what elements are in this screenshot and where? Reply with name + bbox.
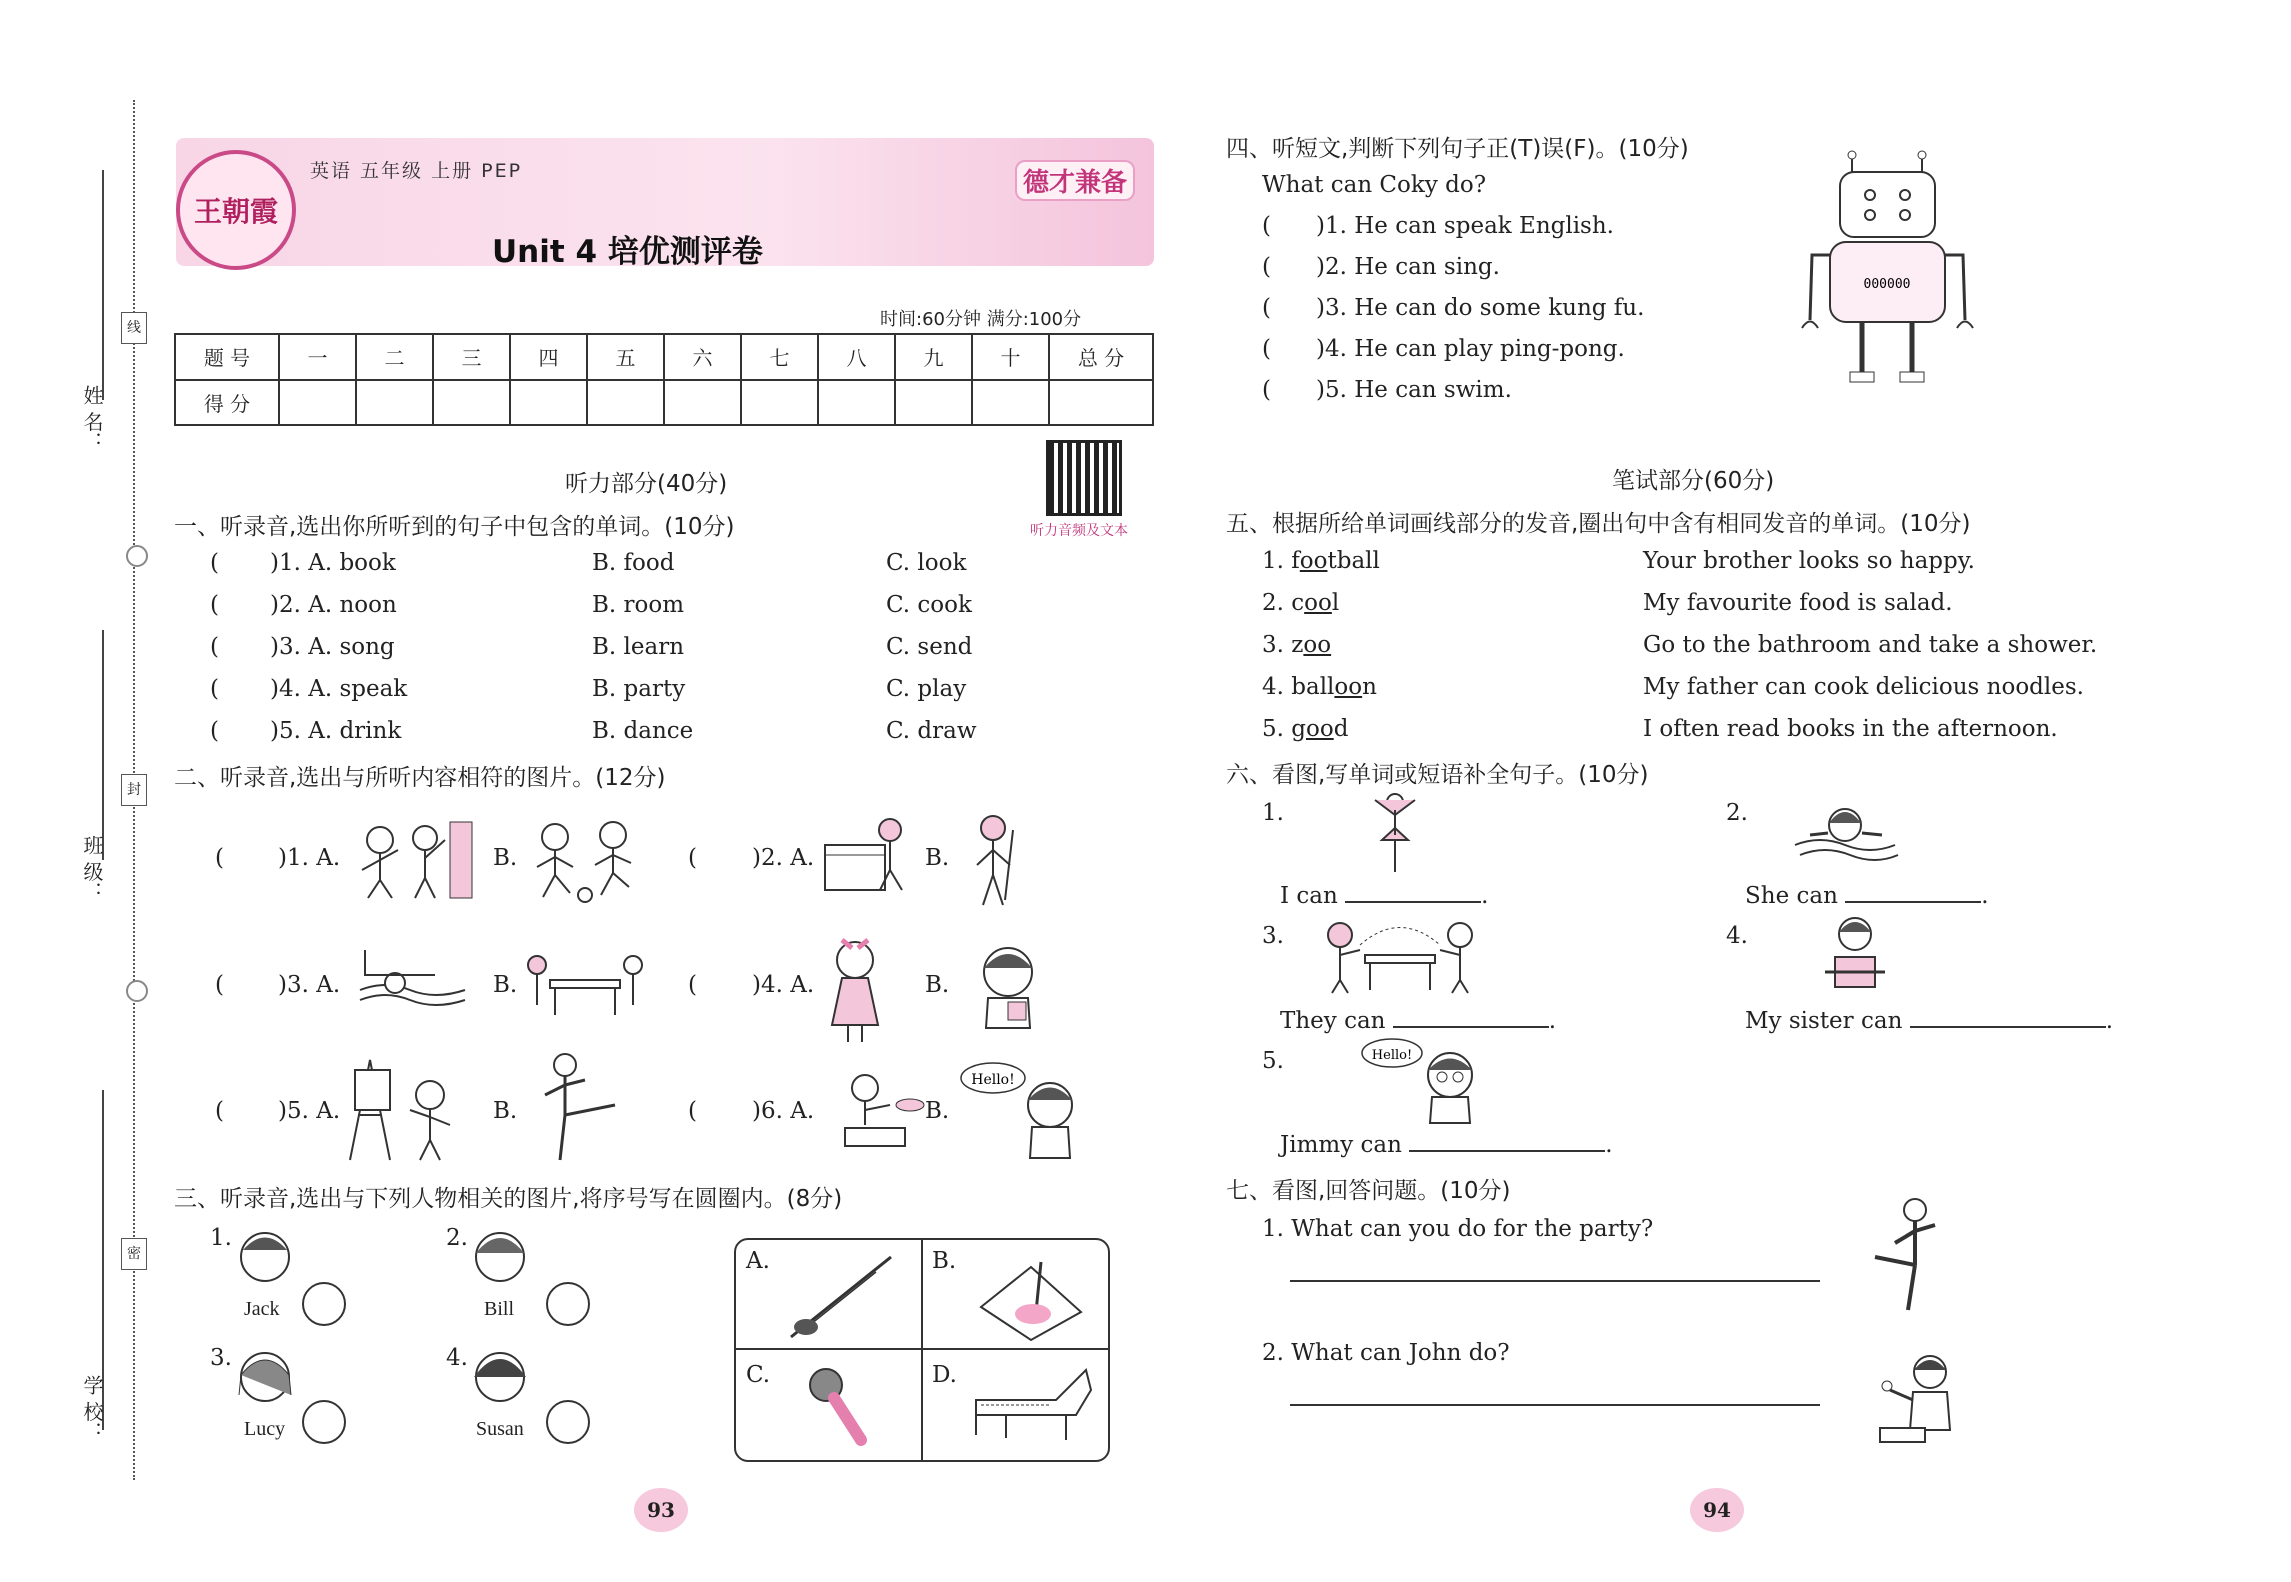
sentence[interactable]: My father can cook delicious noodles. <box>1643 674 2084 700</box>
option-d-label: D. <box>932 1362 957 1388</box>
score-input[interactable] <box>433 380 510 426</box>
score-input[interactable] <box>664 380 741 426</box>
answer-paren[interactable]: ( <box>210 550 219 576</box>
item-number: 1. <box>1262 800 1284 826</box>
option-b: B. party <box>592 676 686 702</box>
tag-seal: 封 <box>121 774 147 806</box>
score-input[interactable] <box>818 380 895 426</box>
word-part: d <box>1333 716 1349 742</box>
person-name: Lucy <box>244 1418 286 1440</box>
score-cell: 十 <box>972 334 1049 380</box>
piano-icon <box>966 1360 1096 1450</box>
period: . <box>2105 1008 2114 1034</box>
option-c: C. cook <box>886 592 972 618</box>
given-word <box>1262 632 1331 658</box>
ping-pong-players-picture <box>1320 915 1480 995</box>
section1-title: 一、听录音,选出你所听到的句子中包含的单词。(10分) <box>174 514 735 540</box>
answer-blank[interactable] <box>1845 901 1981 903</box>
name-label: 姓 名： <box>80 385 104 452</box>
passage-question: What can Coky do? <box>1262 172 1487 198</box>
painting-icon <box>971 1252 1091 1342</box>
score-input[interactable] <box>510 380 587 426</box>
answer-paren[interactable]: ( <box>1262 295 1271 321</box>
tf-statement: )4. He can play ping-pong. <box>1316 336 1625 362</box>
question-1: 1. What can you do for the party? <box>1262 1216 1654 1242</box>
answer-paren[interactable]: ( <box>215 845 224 871</box>
item-number: 2. <box>1262 590 1292 616</box>
q-label: )5. A. <box>278 1098 341 1124</box>
score-input[interactable] <box>741 380 818 426</box>
sentence-stem <box>1745 1008 2113 1034</box>
score-table <box>174 333 1154 426</box>
question-2: 2. What can John do? <box>1262 1340 1510 1366</box>
q-label: )4. A. <box>752 972 815 998</box>
ballet-dancer-picture <box>1370 790 1420 875</box>
underlined-sound: oo <box>1303 632 1332 658</box>
erhu-girl-picture <box>965 810 1025 910</box>
grid-divider <box>921 1240 923 1460</box>
basketball-picture <box>350 810 480 900</box>
section5-title: 五、根据所给单词画线部分的发音,圈出句中含有相同发音的单词。(10分) <box>1226 511 1971 537</box>
tf-statement: )5. He can swim. <box>1316 377 1512 403</box>
item-number: 4. <box>1726 923 1748 949</box>
score-cell: 三 <box>433 334 510 380</box>
score-input[interactable] <box>356 380 433 426</box>
score-cell: 得 分 <box>175 380 279 426</box>
option-b-label: B. <box>493 845 518 871</box>
answer-line[interactable] <box>1290 1280 1820 1282</box>
score-cell: 总 分 <box>1049 334 1153 380</box>
option-a: )4. A. speak <box>270 676 408 702</box>
person-number: 4. <box>446 1345 468 1371</box>
option-c-label: C. <box>746 1362 771 1388</box>
answer-paren[interactable]: ( <box>210 592 219 618</box>
item-number: 3. <box>1262 923 1284 949</box>
word-part: tball <box>1327 548 1380 574</box>
option-b-label: B. <box>925 845 950 871</box>
sentence[interactable]: My favourite food is salad. <box>1643 590 1953 616</box>
sentence-stem <box>1280 1132 1613 1158</box>
option-a: )1. A. book <box>270 550 396 576</box>
hello-bubble-text: Hello! <box>1371 1048 1413 1063</box>
q-label: )1. A. <box>278 845 341 871</box>
boy-hello-picture <box>960 1060 1080 1160</box>
section7-title: 七、看图,回答问题。(10分) <box>1226 1178 1511 1204</box>
period: . <box>1548 1008 1557 1034</box>
susan-face-icon <box>470 1345 530 1407</box>
option-b: B. room <box>592 592 685 618</box>
word-part: ball <box>1291 674 1335 700</box>
football-picture <box>525 815 645 905</box>
score-input[interactable] <box>587 380 664 426</box>
answer-paren[interactable]: ( <box>1262 336 1271 362</box>
underlined-sound: oo <box>1299 548 1328 574</box>
item-number: 5. <box>1262 716 1292 742</box>
kung-fu-boy-picture <box>1870 1195 1960 1315</box>
given-word <box>1262 590 1339 616</box>
item-number: 2. <box>1726 800 1748 826</box>
stem-text: My sister can <box>1745 1008 1903 1034</box>
given-word <box>1262 716 1348 742</box>
answer-paren[interactable]: ( <box>210 676 219 702</box>
answer-paren[interactable]: ( <box>688 972 697 998</box>
tf-statement: )2. He can sing. <box>1316 254 1500 280</box>
score-cell: 二 <box>356 334 433 380</box>
underlined-sound: oo <box>1306 716 1334 742</box>
person-number: 1. <box>210 1225 232 1251</box>
score-input[interactable] <box>895 380 972 426</box>
hello-bubble-text: Hello! <box>971 1072 1015 1088</box>
bill-face-icon <box>470 1225 530 1287</box>
microphone-icon <box>796 1360 886 1450</box>
person-number: 2. <box>446 1225 468 1251</box>
binding-hole-icon <box>126 980 148 1002</box>
period: . <box>1605 1132 1613 1158</box>
answer-blank[interactable] <box>1910 1026 2106 1028</box>
score-header-row <box>175 334 1153 380</box>
stem-text: I can <box>1280 883 1338 909</box>
answer-paren[interactable]: ( <box>1262 377 1271 403</box>
drawing-picture <box>340 1055 470 1165</box>
lucy-face-icon <box>235 1345 295 1407</box>
person-name: Jack <box>244 1298 280 1320</box>
answer-paren[interactable]: ( <box>215 1098 224 1124</box>
option-b-label: B. <box>925 972 950 998</box>
answer-paren[interactable]: ( <box>210 718 219 744</box>
score-cell: 八 <box>818 334 895 380</box>
girl-singing-picture <box>820 930 890 1045</box>
jack-face-icon <box>235 1225 295 1287</box>
qr-code-icon[interactable] <box>1046 440 1122 516</box>
word-part: c <box>1291 590 1305 616</box>
period: . <box>1481 883 1489 909</box>
stem-text: She can <box>1745 883 1838 909</box>
item-number: 1. <box>1262 548 1292 574</box>
person-name: Susan <box>476 1418 524 1440</box>
option-b-label: B. <box>493 1098 518 1124</box>
robot-coky-picture <box>1800 150 1975 390</box>
score-cell: 七 <box>741 334 818 380</box>
cooking-picture <box>830 1070 930 1150</box>
kung-fu-picture <box>525 1050 620 1165</box>
page-number-left: 93 <box>634 1488 688 1532</box>
subject-line: 英语 五年级 上册 PEP <box>310 160 523 182</box>
brand-logo: 王朝霞 <box>176 150 296 270</box>
sentence-stem <box>1745 883 1989 909</box>
swimming-picture <box>355 945 475 1015</box>
page-title: Unit 4 培优测评卷 <box>492 234 763 270</box>
option-c: C. play <box>886 676 967 702</box>
sister-cooking-picture <box>1820 912 1890 997</box>
tf-statement: )3. He can do some kung fu. <box>1316 295 1645 321</box>
person-name: Bill <box>484 1298 515 1320</box>
score-input[interactable] <box>972 380 1049 426</box>
item-number: 3. <box>1262 632 1292 658</box>
swimming-girl-picture <box>1790 795 1900 870</box>
section6-title: 六、看图,写单词或短语补全句子。(10分) <box>1226 762 1649 788</box>
robot-display-text: 000000 <box>1863 277 1911 292</box>
sentence[interactable]: Your brother looks so happy. <box>1643 548 1975 574</box>
answer-paren[interactable]: ( <box>688 1098 697 1124</box>
option-b: B. learn <box>592 634 685 660</box>
tf-statement: )1. He can speak English. <box>1316 213 1614 239</box>
option-a: )3. A. song <box>270 634 395 660</box>
boy-reading-picture <box>968 940 1048 1030</box>
answer-circle[interactable] <box>302 1282 346 1326</box>
grid-divider <box>736 1348 1108 1350</box>
binding-hole-icon <box>126 545 148 567</box>
option-c: C. send <box>886 634 973 660</box>
option-picture-grid <box>734 1238 1110 1462</box>
answer-line[interactable] <box>1290 1404 1820 1406</box>
tag-secret: 密 <box>121 1238 147 1270</box>
time-info: 时间:60分钟 满分:100分 <box>880 309 1082 330</box>
answer-blank[interactable] <box>1409 1150 1605 1152</box>
option-c: C. draw <box>886 718 977 744</box>
slogan-badge: 德才兼备 <box>1015 160 1135 201</box>
option-b-label: B. <box>925 1098 950 1124</box>
q-label: )3. A. <box>278 972 341 998</box>
option-b: B. food <box>592 550 675 576</box>
answer-paren[interactable]: ( <box>210 634 219 660</box>
underlined-sound: oo <box>1334 674 1363 700</box>
option-b-label: B. <box>493 972 518 998</box>
section2-title: 二、听录音,选出与所听内容相符的图片。(12分) <box>174 765 666 791</box>
word-part: n <box>1362 674 1377 700</box>
name-rule <box>102 170 104 400</box>
underlined-sound: oo <box>1304 590 1332 616</box>
answer-paren[interactable]: ( <box>1262 213 1271 239</box>
answer-blank[interactable] <box>1393 1026 1549 1028</box>
sentence[interactable]: I often read books in the afternoon. <box>1643 716 2058 742</box>
john-cooking-picture <box>1875 1350 1965 1445</box>
score-value-row <box>175 380 1153 426</box>
option-c: C. look <box>886 550 967 576</box>
option-b: B. dance <box>592 718 694 744</box>
class-rule <box>102 630 104 860</box>
tag-line: 线 <box>121 312 147 344</box>
given-word <box>1262 548 1380 574</box>
score-cell: 五 <box>587 334 664 380</box>
given-word <box>1262 674 1377 700</box>
writing-title: 笔试部分(60分) <box>1612 468 1775 494</box>
word-part: l <box>1331 590 1340 616</box>
answer-circle[interactable] <box>302 1400 346 1444</box>
word-part: z <box>1291 632 1304 658</box>
listening-title: 听力部分(40分) <box>565 471 728 497</box>
class-label: 班 级： <box>80 835 104 902</box>
answer-paren[interactable]: ( <box>688 845 697 871</box>
jimmy-hello-picture <box>1360 1035 1490 1125</box>
q-label: )2. A. <box>752 845 815 871</box>
item-number: 5. <box>1262 1048 1284 1074</box>
page-number-right: 94 <box>1690 1488 1744 1532</box>
sentence-stem <box>1280 1008 1556 1034</box>
sentence-stem <box>1280 883 1488 909</box>
sentence[interactable]: Go to the bathroom and take a shower. <box>1643 632 2098 658</box>
period: . <box>1981 883 1989 909</box>
score-cell: 题 号 <box>175 334 279 380</box>
stem-text: Jimmy can <box>1280 1132 1402 1158</box>
school-label: 学 校： <box>80 1375 104 1442</box>
section3-title: 三、听录音,选出与下列人物相关的图片,将序号写在圆圈内。(8分) <box>174 1186 843 1212</box>
answer-circle[interactable] <box>546 1400 590 1444</box>
answer-circle[interactable] <box>546 1282 590 1326</box>
answer-paren[interactable]: ( <box>215 972 224 998</box>
section4-title: 四、听短文,判断下列句子正(T)误(F)。(10分) <box>1226 136 1689 162</box>
score-cell: 四 <box>510 334 587 380</box>
option-b-label: B. <box>932 1248 957 1274</box>
score-cell: 六 <box>664 334 741 380</box>
person-number: 3. <box>210 1345 232 1371</box>
option-a: )2. A. noon <box>270 592 397 618</box>
option-a: )5. A. drink <box>270 718 402 744</box>
ping-pong-picture <box>525 950 645 1020</box>
item-number: 4. <box>1262 674 1292 700</box>
erhu-icon <box>781 1252 901 1342</box>
word-part: g <box>1291 716 1306 742</box>
qr-caption: 听力音频及文本 <box>1030 523 1128 539</box>
option-a-label: A. <box>746 1248 770 1274</box>
score-cell: 一 <box>279 334 356 380</box>
score-input[interactable] <box>279 380 356 426</box>
word-part: f <box>1291 548 1300 574</box>
score-input[interactable] <box>1049 380 1153 426</box>
q-label: )6. A. <box>752 1098 815 1124</box>
answer-paren[interactable]: ( <box>1262 254 1271 280</box>
answer-blank[interactable] <box>1345 901 1481 903</box>
stem-text: They can <box>1280 1008 1386 1034</box>
score-cell: 九 <box>895 334 972 380</box>
piano-girl-picture <box>820 815 915 895</box>
